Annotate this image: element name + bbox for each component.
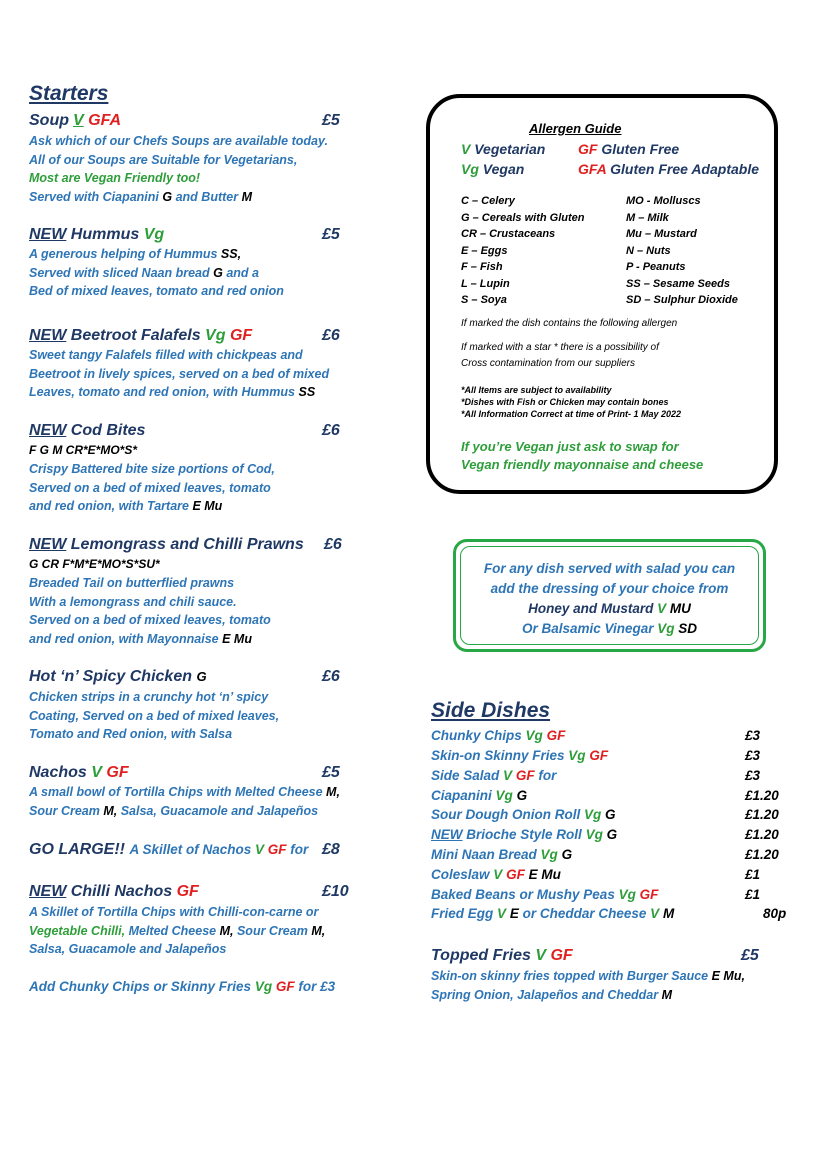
vegan-tag: Vg: [657, 621, 675, 636]
add-chips-line: [29, 978, 335, 997]
text: and a: [226, 265, 259, 280]
nachos-price: £5: [322, 764, 340, 781]
desc-line: [29, 188, 328, 207]
allergen-code: G: [561, 847, 573, 862]
new-badge: NEW: [29, 226, 67, 243]
allergen-code: E Mu: [192, 499, 223, 513]
note-line: For any dish served with salad you can: [483, 561, 736, 576]
desc-line: Beetroot in lively spices, served on a bed of mixed: [29, 366, 330, 381]
key-label: Gluten Free Adaptable: [610, 161, 759, 177]
key-gluten-free-adaptable: [578, 161, 759, 177]
desc-line: A Skillet of Tortilla Chips with Chilli-con-carne or: [29, 905, 319, 919]
text: Coleslaw: [431, 867, 490, 882]
text: and Butter: [175, 189, 239, 204]
new-badge: NEW: [29, 422, 67, 439]
vegan-tag: Vg: [205, 327, 226, 344]
text: A generous helping of Hummus: [29, 247, 218, 261]
desc-line: [29, 922, 325, 941]
text: A small bowl of Tortilla Chips with Melted Cheese: [29, 785, 323, 799]
new-badge: NEW: [29, 883, 67, 900]
cod-description: [29, 460, 275, 516]
gluten-free-tag: GF: [546, 728, 566, 743]
new-badge: NEW: [29, 536, 67, 553]
falafels-title: [29, 327, 252, 345]
allergen-code: M,: [311, 923, 326, 938]
allergen-item: P - Peanuts: [626, 261, 686, 273]
chilli-nachos-description: [29, 903, 325, 959]
allergen-code: M,: [326, 785, 340, 799]
text: Served with Ciapanini: [29, 189, 159, 204]
text: Sour Cream: [29, 803, 100, 818]
prawns-title: [29, 536, 304, 554]
allergen-item: C – Celery: [461, 195, 515, 207]
go-large-price: £8: [322, 841, 340, 858]
allergen-code: G: [162, 189, 173, 204]
vegan-tag: Vg: [525, 728, 543, 743]
price: £1.20: [745, 827, 779, 842]
side-sourdough-roll: [431, 807, 616, 822]
desc-line: Bed of mixed leaves, tomato and red onion: [29, 284, 284, 298]
desc-line: Sweet tangy Falafels filled with chickpeas and: [29, 348, 303, 362]
desc-line: [29, 383, 329, 402]
topped-fries-description: [431, 967, 745, 1004]
text: Baked Beans or Mushy Peas: [431, 887, 615, 902]
allergen-code: G: [605, 807, 616, 822]
key-vegetarian: [461, 141, 545, 157]
new-badge: NEW: [431, 827, 463, 842]
note-line: Cross contamination from our suppliers: [461, 358, 635, 369]
fine-line: *All Information Correct at time of Print- 1 May 2022: [461, 409, 682, 419]
allergen-code: G: [213, 265, 223, 280]
chicken-price: £6: [322, 668, 340, 685]
allergen-code: SS,: [220, 247, 242, 261]
dish-name: Hummus: [70, 226, 140, 243]
allergen-item: E – Eggs: [461, 244, 508, 257]
vegan-tag: Vg: [143, 226, 165, 243]
key-label: Vegetarian: [474, 141, 546, 157]
side-chunky-chips: [431, 728, 565, 743]
text: A Skillet of Nachos: [129, 842, 252, 857]
note-line: [455, 619, 764, 639]
text: Mini Naan Bread: [431, 847, 537, 862]
gluten-free-tag: GF: [639, 887, 659, 902]
text: Sour Dough Onion Roll: [431, 807, 581, 822]
allergen-code: M: [662, 906, 675, 921]
text: Add Chunky Chips or Skinny Fries: [29, 979, 252, 994]
dish-name: Lemongrass and Chilli Prawns: [70, 536, 304, 553]
vegetarian-tag: V: [657, 601, 667, 616]
chicken-description: [29, 688, 279, 744]
desc-line: Crispy Battered bite size portions of Cod,: [29, 462, 275, 476]
allergen-item: MO - Molluscs: [626, 195, 701, 207]
text: Melted Cheese: [128, 923, 217, 938]
dish-name: Chilli Nachos: [70, 883, 173, 900]
chicken-title: [29, 668, 207, 686]
price: £3: [745, 728, 761, 743]
nachos-description: [29, 783, 340, 820]
allergen-code: SD: [678, 621, 698, 636]
allergen-note: If marked the dish contains the following allergen: [461, 318, 678, 329]
fine-line: *All Items are subject to availability: [461, 385, 612, 395]
vegetarian-tag: V: [650, 906, 660, 921]
vegan-tag: Vg: [540, 847, 558, 862]
soup-description: [29, 132, 328, 206]
allergen-code: G: [606, 827, 618, 842]
soup-title: [29, 112, 121, 130]
dish-name: Hot ‘n’ Spicy Chicken: [29, 668, 192, 685]
hummus-title: [29, 226, 164, 244]
text: Fried Egg: [431, 906, 494, 921]
text: Ciapanini: [431, 788, 492, 803]
cod-bites-title: [29, 422, 145, 440]
desc-line: [29, 783, 340, 802]
dish-name: Cod Bites: [70, 422, 146, 439]
text: for £3: [298, 979, 336, 994]
allergen-list-right: [626, 193, 738, 309]
vegan-swap-note: [461, 438, 703, 474]
desc-line: Tomato and Red onion, with Salsa: [29, 727, 233, 741]
desc-line: Served on a bed of mixed leaves, tomato: [29, 480, 271, 495]
key-label: Vegan: [482, 161, 525, 177]
dish-name: Beetroot Falafels: [70, 327, 201, 344]
chilli-nachos-price: £10: [322, 883, 349, 900]
desc-line: [29, 264, 284, 283]
allergen-code: G: [516, 788, 528, 803]
topped-fries-price: £5: [741, 947, 759, 964]
text: for: [290, 842, 309, 857]
allergen-code: M,: [103, 803, 118, 818]
fine-print: [461, 384, 681, 420]
note-line: If marked with a star * there is a possibility of: [461, 342, 659, 353]
salad-dressing-text: [455, 559, 764, 639]
falafels-price: £6: [322, 327, 340, 344]
desc-line: Most are Vegan Friendly too!: [29, 171, 201, 185]
vegetarian-tag: V: [497, 906, 507, 921]
allergen-item: CR – Crustaceans: [461, 228, 556, 240]
desc-line: [29, 497, 275, 516]
desc-line: Breaded Tail on butterflied prawns: [29, 576, 235, 590]
allergen-item: G – Cereals with Gluten: [461, 211, 585, 224]
cod-bites-price: £6: [322, 422, 340, 439]
text: Or Balsamic Vinegar: [521, 621, 654, 636]
prawns-allergens: G CR F*M*E*MO*S*SU*: [29, 557, 160, 571]
starters-heading: Starters: [29, 82, 109, 105]
prawns-description: [29, 574, 271, 648]
note-line: If you’re Vegan just ask to swap for: [461, 439, 679, 454]
go-large-label: GO LARGE!!: [29, 841, 125, 858]
allergen-code: E Mu: [222, 631, 252, 646]
gluten-free-tag: GF: [275, 979, 295, 994]
price: £1: [745, 867, 761, 882]
fine-line: *Dishes with Fish or Chicken may contain bones: [461, 397, 669, 407]
go-large-line: [29, 841, 308, 860]
dish-name: Nachos: [29, 764, 87, 781]
vegan-tag: Vg: [584, 807, 602, 822]
topped-fries-title: [431, 947, 573, 965]
gluten-free-tag: GF: [106, 764, 129, 781]
price: 80p: [763, 906, 787, 921]
allergen-code: E Mu,: [711, 969, 745, 983]
text: Salsa, Guacamole and Jalapeños: [120, 803, 319, 818]
vegetarian-tag: V: [255, 842, 265, 857]
allergen-guide-title: Allergen Guide: [529, 121, 622, 136]
gluten-free-tag: GF: [515, 768, 535, 783]
text: Leaves, tomato and red onion, with Hummus: [29, 385, 296, 399]
desc-line: [29, 245, 284, 264]
desc-line: [29, 802, 340, 821]
allergen-item: SD – Sulphur Dioxide: [626, 294, 738, 306]
allergen-code: M: [661, 987, 673, 1002]
note-line: add the dressing of your choice from: [490, 581, 729, 596]
key-label: Gluten Free: [601, 141, 680, 157]
price: £1.20: [745, 847, 779, 862]
side-salad: [431, 768, 556, 783]
text: and red onion, with Mayonnaise: [29, 631, 219, 646]
vegan-tag: Vg: [585, 827, 603, 842]
desc-line: All of our Soups are Suitable for Vegetarians,: [29, 152, 298, 167]
falafels-description: [29, 346, 329, 402]
desc-line: [29, 630, 271, 649]
text: Vegetable Chilli,: [29, 923, 126, 938]
allergen-code: MU: [669, 601, 691, 616]
new-badge: NEW: [29, 327, 67, 344]
desc-line: Served on a bed of mixed leaves, tomato: [29, 613, 271, 627]
side-mini-naan: [431, 847, 572, 862]
vegetarian-tag: V: [535, 947, 546, 964]
vegetarian-tag: V: [503, 768, 513, 783]
side-brioche-roll: [431, 827, 617, 842]
text: or Cheddar Cheese: [522, 906, 647, 921]
allergen-item: S – Soya: [461, 294, 507, 306]
go-large-text: [129, 842, 308, 857]
text: Chunky Chips: [431, 728, 522, 743]
text: Skin-on Skinny Fries: [431, 748, 565, 763]
allergen-code: SS: [298, 385, 316, 399]
key-gluten-free: [578, 141, 679, 157]
allergen-item: F – Fish: [461, 261, 503, 273]
side-egg-cheese: [431, 906, 674, 921]
price: £3: [745, 768, 761, 783]
gluten-free-tag: GF: [229, 327, 253, 344]
allergen-code: E Mu: [528, 867, 561, 882]
desc-line: [431, 967, 745, 986]
dish-name: Soup: [29, 112, 69, 129]
text: Served with sliced Naan bread: [29, 265, 210, 280]
gfa-tag: GFA: [88, 112, 122, 129]
hummus-price: £5: [322, 226, 340, 243]
gluten-free-tag: GF: [506, 867, 525, 882]
prawns-price: £6: [324, 536, 342, 553]
side-coleslaw: [431, 867, 561, 882]
allergen-list-left: [461, 193, 584, 309]
text: Skin-on skinny fries topped with Burger Sauce: [431, 969, 709, 983]
price: £1.20: [745, 807, 779, 822]
note-line: [455, 599, 764, 619]
note-line: Vegan friendly mayonnaise and cheese: [461, 457, 704, 472]
gluten-free-tag: GF: [267, 842, 287, 857]
desc-line: Salsa, Guacamole and Jalapeños: [29, 942, 227, 956]
allergen-code: E: [509, 906, 519, 921]
vegan-tag: Vg: [568, 748, 586, 763]
side-beans-peas: [431, 887, 658, 902]
allergen-code: G: [196, 669, 207, 684]
key-vegan: [461, 161, 524, 177]
text: Spring Onion, Jalapeños and Cheddar: [431, 987, 659, 1002]
price: £3: [745, 748, 761, 763]
vegan-tag: Vg: [618, 887, 636, 902]
hummus-description: [29, 245, 284, 301]
allergen-item: SS – Sesame Seeds: [626, 277, 730, 290]
desc-line: Ask which of our Chefs Soups are available today.: [29, 134, 328, 148]
allergen-item: Mu – Mustard: [626, 228, 697, 240]
dish-name: Topped Fries: [431, 947, 531, 964]
vegan-tag: Vg: [254, 979, 273, 994]
nachos-title: [29, 764, 129, 782]
allergen-item: L – Lupin: [461, 277, 510, 290]
gluten-free-tag: GF: [550, 947, 573, 964]
price: £1.20: [745, 788, 779, 803]
vegetarian-tag: V: [91, 764, 102, 781]
soup-price: £5: [322, 112, 340, 129]
vegetarian-tag: V: [73, 112, 84, 129]
text: Sour Cream: [236, 923, 308, 938]
vegetarian-tag: V: [493, 867, 503, 882]
text: for: [538, 768, 557, 783]
gluten-free-tag: GF: [176, 883, 199, 900]
chilli-nachos-title: [29, 883, 199, 901]
side-ciapanini: [431, 788, 527, 803]
desc-line: With a lemongrass and chili sauce.: [29, 594, 237, 609]
key-code: GF: [578, 141, 598, 157]
allergen-item: N – Nuts: [626, 244, 671, 257]
key-code: Vg: [461, 161, 479, 177]
text: Honey and Mustard: [528, 601, 654, 616]
desc-line: [431, 986, 745, 1005]
key-code: GFA: [578, 161, 607, 177]
desc-line: Coating, Served on a bed of mixed leaves,: [29, 708, 280, 723]
side-skinny-fries: [431, 748, 608, 763]
cod-allergens: F G M CR*E*MO*S*: [29, 443, 138, 457]
allergen-code: M,: [219, 923, 234, 938]
allergen-code: M: [241, 189, 252, 204]
allergen-item: M – Milk: [626, 211, 669, 224]
key-code: V: [461, 141, 471, 157]
side-dishes-heading: Side Dishes: [431, 699, 551, 722]
cross-contamination-note: [461, 340, 659, 372]
desc-line: Chicken strips in a crunchy hot ‘n’ spicy: [29, 690, 269, 704]
gluten-free-tag: GF: [589, 748, 609, 763]
text: and red onion, with Tartare: [29, 499, 189, 513]
vegan-tag: Vg: [495, 788, 513, 803]
text: Brioche Style Roll: [466, 827, 582, 842]
price: £1: [745, 887, 761, 902]
text: Side Salad: [431, 768, 500, 783]
